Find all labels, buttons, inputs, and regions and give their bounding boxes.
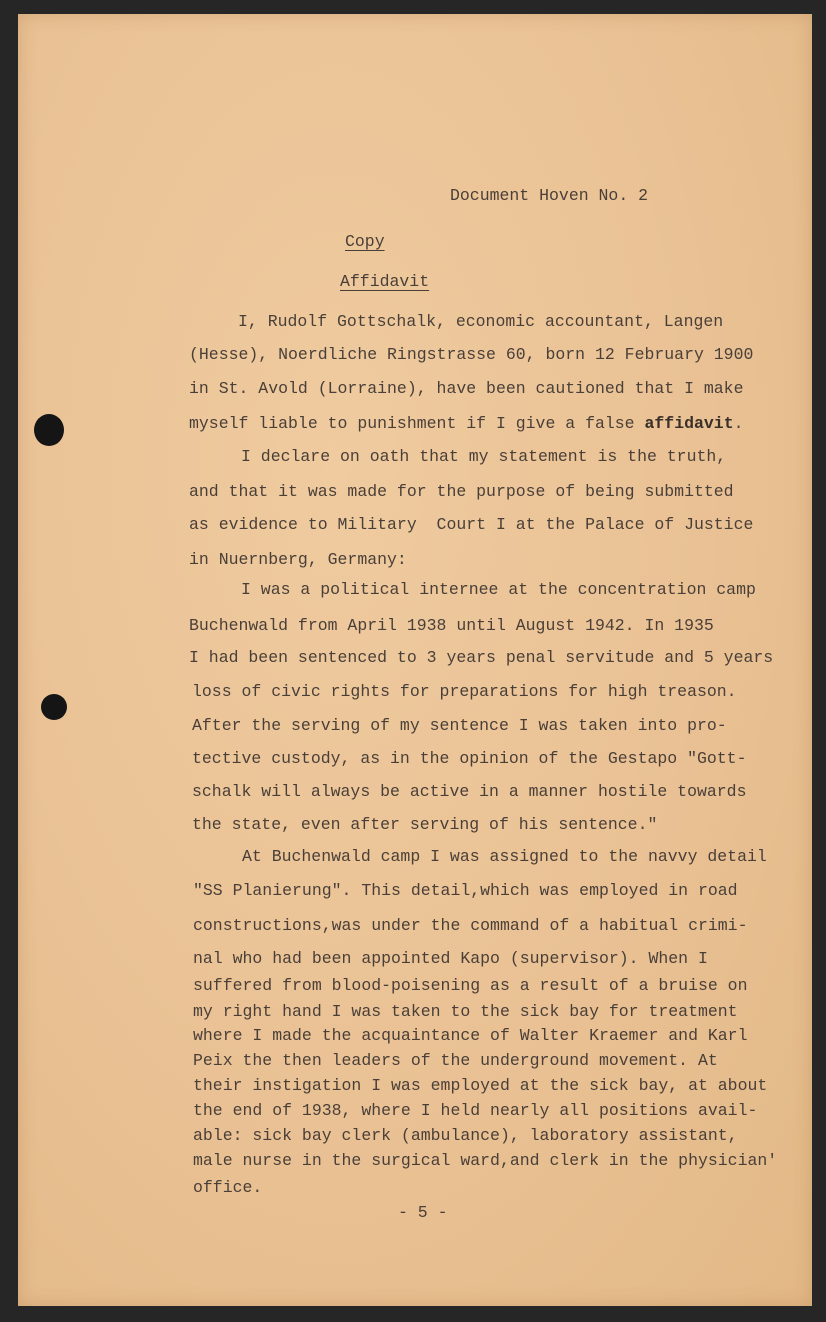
body-line: their instigation I was employed at the sick bay, at about: [193, 1076, 768, 1095]
body-line: I, Rudolf Gottschalk, economic accountant, Langen: [238, 312, 724, 331]
emphasized-word: affidavit: [644, 414, 734, 433]
body-line: At Buchenwald camp I was assigned to the navvy detail: [242, 847, 767, 866]
body-line: tective custody, as in the opinion of the Gestapo "Gott-: [192, 749, 747, 768]
body-line: suffered from blood-poisening as a result of a bruise on: [193, 976, 748, 995]
body-line: Buchenwald from April 1938 until August 1942. In 1935: [189, 616, 714, 635]
document-title: Affidavit: [340, 272, 430, 291]
body-line: I was a political internee at the concentration camp: [241, 580, 756, 599]
body-line: schalk will always be active in a manner hostile towards: [192, 782, 747, 801]
page-number: - 5 -: [398, 1203, 448, 1222]
body-line: where I made the acquaintance of Walter Kraemer and Karl: [193, 1026, 748, 1045]
body-line: constructions,was under the command of a habitual crimi-: [193, 916, 748, 935]
body-line: I had been sentenced to 3 years penal servitude and 5 years: [189, 648, 774, 667]
punch-hole: [34, 414, 64, 446]
body-line: After the serving of my sentence I was taken into pro-: [192, 716, 727, 735]
body-line: and that it was made for the purpose of being submitted: [189, 482, 734, 501]
body-line: my right hand I was taken to the sick bay for treatment: [193, 1002, 738, 1021]
body-line: loss of civic rights for preparations for high treason.: [192, 682, 737, 701]
body-line: able: sick bay clerk (ambulance), laboratory assistant,: [193, 1126, 738, 1145]
document-reference: Document Hoven No. 2: [450, 186, 649, 205]
body-line: in St. Avold (Lorraine), have been cautioned that I make: [189, 379, 744, 398]
body-line: the end of 1938, where I held nearly all positions avail-: [193, 1101, 758, 1120]
body-line: in Nuernberg, Germany:: [189, 550, 407, 569]
body-line: myself liable to punishment if I give a false affidavit.: [189, 414, 744, 433]
punch-hole: [41, 694, 67, 720]
body-line: the state, even after serving of his sentence.": [192, 815, 658, 834]
copy-label: Copy: [345, 232, 385, 251]
body-line: male nurse in the surgical ward,and clerk in the physician': [193, 1151, 778, 1170]
body-line: nal who had been appointed Kapo (supervisor). When I: [193, 949, 708, 968]
body-line: as evidence to Military Court I at the Palace of Justice: [189, 515, 754, 534]
body-line: "SS Planierung". This detail,which was employed in road: [193, 881, 738, 900]
body-line: (Hesse), Noerdliche Ringstrasse 60, born 12 February 1900: [189, 345, 754, 364]
body-line: Peix the then leaders of the underground movement. At: [193, 1051, 718, 1070]
body-line: office.: [193, 1178, 263, 1197]
body-line: I declare on oath that my statement is the truth,: [241, 447, 727, 466]
